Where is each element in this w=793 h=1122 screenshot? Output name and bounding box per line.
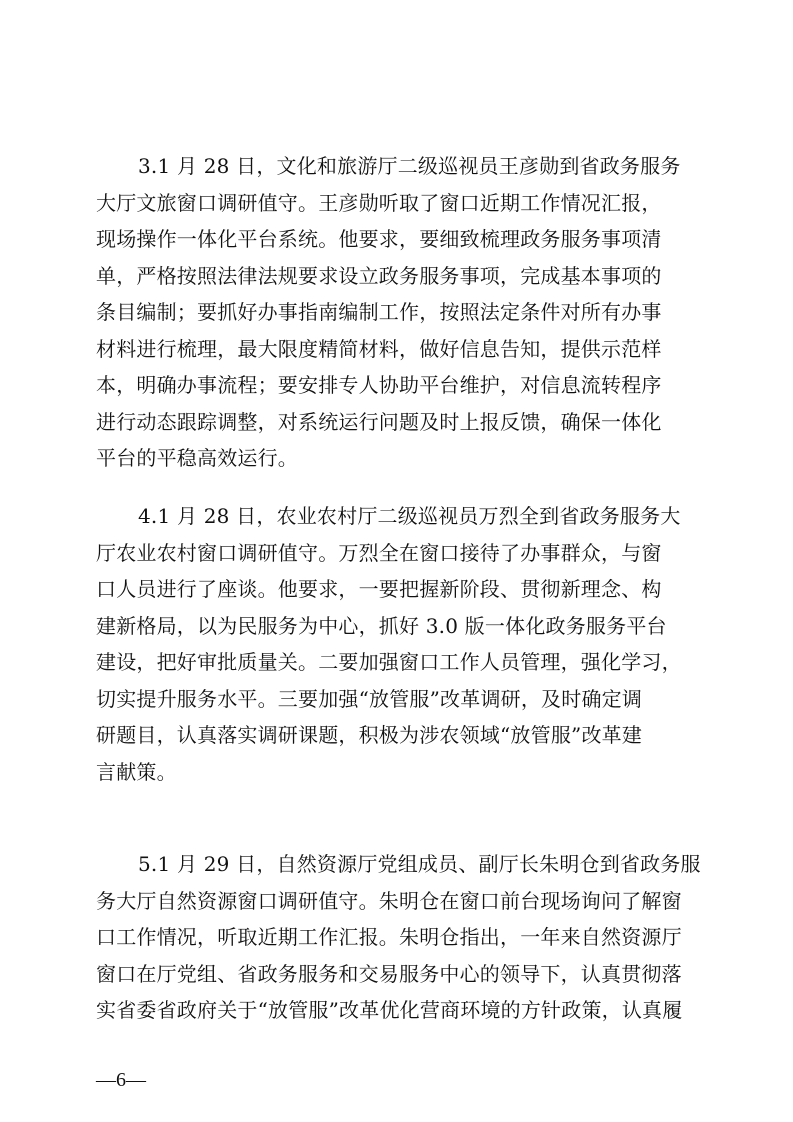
text-line: 言献策。 [96,759,177,784]
page-number: —6— [96,1069,146,1091]
text-line: 平台的平稳高效运行。 [96,446,298,470]
text-line: 建新格局，以为民服务为中心，抓好 3.0 版一体化政务服务平台 [96,613,667,638]
text-line: 5.1 月 29 日，自然资源厅党组成员、副厅长朱明仓到省政务服 [138,852,701,876]
text-line: 务大厅自然资源窗口调研值守。朱明仓在窗口前台现场询问了解窗 [96,888,682,913]
text-line: 厅农业农村窗口调研值守。万烈全在窗口接待了办事群众，与窗 [96,540,662,565]
text-line: 进行动态跟踪调整，对系统运行问题及时上报反馈，确保一体化 [96,409,662,434]
text-line: 切实提升服务水平。三要加强“放管服”改革调研，及时确定调 [96,686,643,711]
text-line: 材料进行梳理，最大限度精简材料，做好信息告知，提供示范样 [96,336,662,361]
paragraph-2 [96,498,696,790]
text-line: 口工作情况，听取近期工作汇报。朱明仓指出，一年来自然资源厅 [96,925,682,949]
text-line: 单，严格按照法律法规要求设立政务服务事项，完成基本事项的 [96,263,662,288]
text-line: 条目编制；要抓好办事指南编制工作，按照法定条件对所有办事 [96,300,662,324]
text-line: 本，明确办事流程；要安排专人协助平台维护，对信息流转程序 [96,373,662,397]
text-line: 实省委省政府关于“放管服”改革优化营商环境的方针政策，认真履 [96,998,683,1022]
paragraph-3 [96,846,701,1029]
paragraph-1 [96,148,696,477]
text-line: 窗口在厅党组、省政务服务和交易服务中心的领导下，认真贯彻落 [96,961,682,986]
text-line: 研题目，认真落实调研课题，积极为涉农领域“放管服”改革建 [96,723,643,747]
text-line: 口人员进行了座谈。他要求，一要把握新阶段、贯彻新理念、构 [96,577,662,601]
text-line: 大厅文旅窗口调研值守。王彦勋听取了窗口近期工作情况汇报， [96,190,662,215]
text-line: 现场操作一体化平台系统。他要求，要细致梳理政务服务事项清 [96,227,662,251]
text-line: 3.1 月 28 日，文化和旅游厅二级巡视员王彦勋到省政务服务 [138,154,681,178]
text-line: 建设，把好审批质量关。二要加强窗口工作人员管理，强化学习， [96,650,682,674]
text-line: 4.1 月 28 日，农业农村厅二级巡视员万烈全到省政务服务大 [138,504,681,528]
